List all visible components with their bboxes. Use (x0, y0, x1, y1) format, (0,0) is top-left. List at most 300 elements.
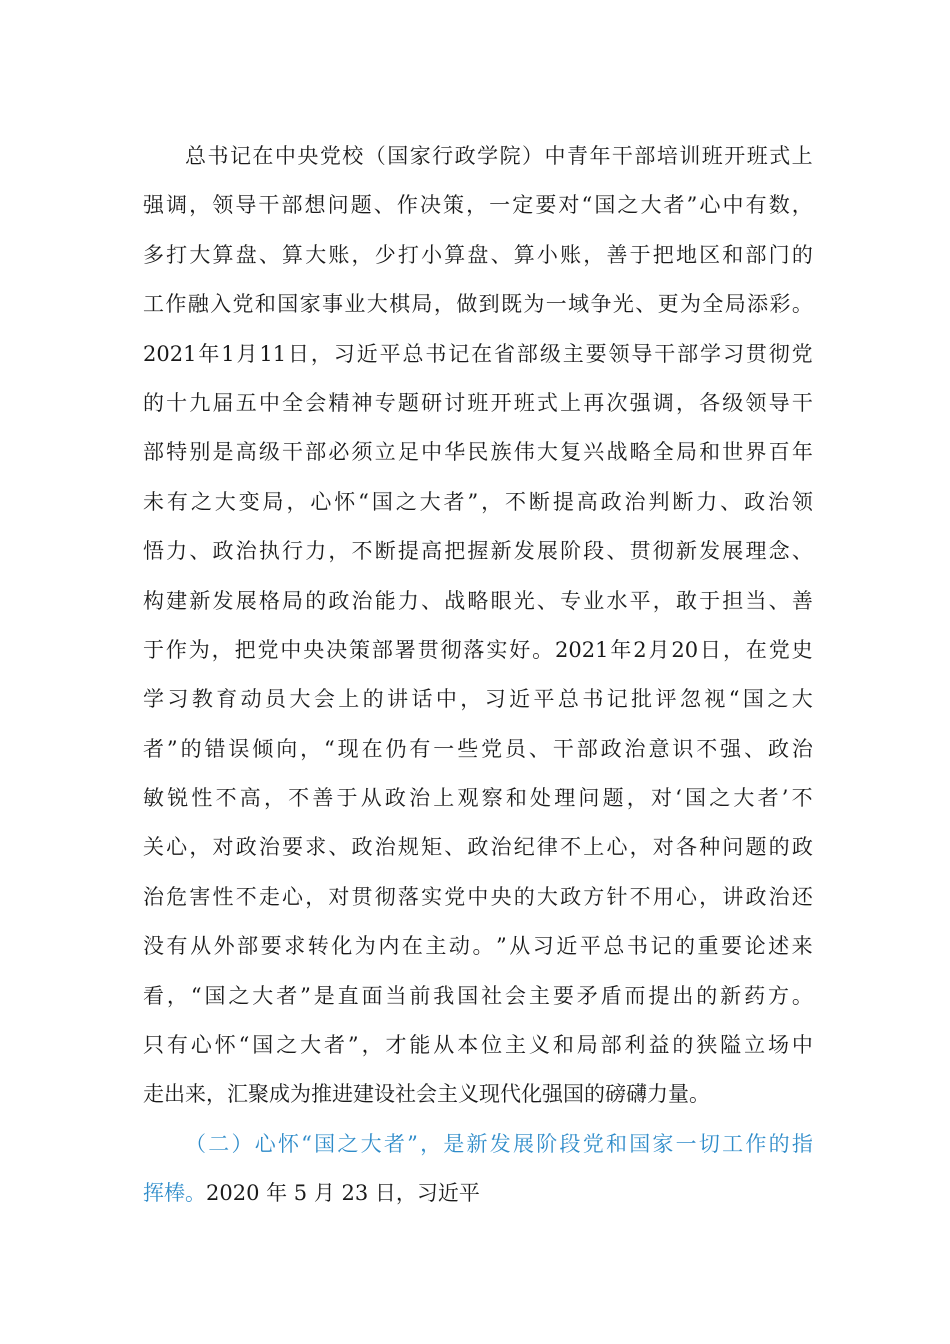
glyph: ” (166, 736, 178, 761)
glyph: 治 (143, 884, 164, 909)
glyph: 断 (374, 539, 396, 564)
glyph: 药 (744, 983, 766, 1008)
glyph: 记 (650, 934, 672, 959)
glyph: 断 (528, 489, 550, 514)
glyph: 政 (351, 835, 373, 860)
glyph: 出 (672, 983, 694, 1008)
glyph: 在 (361, 736, 383, 761)
glyph: 1 (221, 341, 235, 366)
glyph: 党 (444, 884, 466, 909)
glyph: 治 (624, 489, 646, 514)
glyph: 事 (322, 292, 343, 317)
glyph: 政 (212, 539, 234, 564)
glyph: 新 (720, 983, 742, 1008)
glyph: 添 (747, 292, 769, 317)
glyph: 立 (374, 440, 396, 465)
glyph: 动 (240, 687, 262, 712)
glyph: 近 (556, 934, 578, 959)
glyph: 之 (190, 489, 212, 514)
glyph: 把 (444, 539, 466, 564)
glyph: ， (699, 884, 721, 909)
glyph: 工 (143, 292, 164, 317)
glyph: 、 (744, 736, 766, 761)
glyph: 为 (188, 637, 210, 662)
glyph: 新 (466, 1131, 488, 1156)
glyph: 上 (433, 786, 455, 811)
glyph: 作 (165, 292, 187, 317)
glyph: 强 (143, 193, 164, 218)
glyph: 大 (733, 786, 755, 811)
paragraph-line (143, 181, 813, 230)
glyph: “ (190, 983, 202, 1008)
paragraph-line (143, 1021, 813, 1070)
glyph: 要 (552, 983, 574, 1008)
glyph: 月 (648, 637, 670, 662)
glyph: 提 (397, 539, 419, 564)
glyph: 上 (583, 835, 605, 860)
paragraph-line (143, 527, 813, 576)
glyph: 外 (213, 934, 235, 959)
glyph: 水 (606, 588, 628, 613)
glyph: 高 (239, 786, 261, 811)
glyph: 是 (212, 440, 234, 465)
glyph: 矛 (576, 983, 598, 1008)
glyph: 能 (374, 588, 396, 613)
glyph: ， (351, 242, 373, 267)
glyph: 动 (448, 934, 470, 959)
glyph: 国 (457, 983, 479, 1008)
glyph: 大 (536, 884, 558, 909)
glyph: 局 (282, 588, 304, 613)
glyph: 有 (166, 934, 188, 959)
glyph: 理 (745, 539, 767, 564)
glyph: 一 (489, 193, 511, 218)
glyph: 业 (583, 588, 605, 613)
glyph: 中 (544, 144, 566, 168)
glyph: ， (305, 884, 327, 909)
glyph: 神 (351, 390, 373, 415)
glyph: 导 (768, 390, 790, 415)
glyph: 治 (351, 588, 373, 613)
paragraph-line (143, 577, 813, 626)
glyph: 把 (652, 242, 674, 267)
glyph: 者 (443, 489, 465, 514)
glyph: ， (466, 193, 488, 218)
glyph: 策 (443, 193, 465, 218)
glyph: 是 (313, 983, 335, 1008)
glyph: 日 (288, 341, 310, 366)
glyph: 。 (472, 934, 494, 959)
glyph: 中 (280, 637, 302, 662)
glyph: 格 (258, 588, 280, 613)
glyph: 判 (648, 489, 670, 514)
glyph: 干 (258, 193, 280, 218)
paragraph-line (143, 379, 813, 428)
glyph: 问 (578, 786, 600, 811)
glyph: ， (652, 588, 674, 613)
glyph: 部 (677, 341, 699, 366)
glyph: 账 (328, 242, 350, 267)
glyph: 而 (624, 983, 646, 1008)
glyph: ” (495, 934, 507, 959)
glyph: 部 (305, 440, 327, 465)
glyph: 之 (337, 1131, 359, 1156)
glyph: 建 (166, 588, 188, 613)
glyph: 不 (696, 736, 718, 761)
glyph: 书 (425, 341, 447, 366)
glyph: 精 (328, 390, 350, 415)
glyph: 特 (166, 440, 188, 465)
glyph: “ (324, 736, 335, 761)
glyph: 平 (533, 687, 555, 712)
glyph: 式 (536, 390, 558, 415)
glyph: 党 (232, 292, 254, 317)
glyph: 习 (333, 341, 355, 366)
glyph: 光 (513, 588, 535, 613)
glyph: 于 (629, 242, 651, 267)
glyph: 为 (523, 292, 545, 317)
glyph: 想 (304, 193, 326, 218)
glyph: 干 (611, 144, 633, 168)
glyph: 、 (606, 539, 628, 564)
glyph: 的 (513, 884, 535, 909)
glyph: 从 (190, 934, 212, 959)
glyph: 在 (745, 637, 767, 662)
glyph: 关 (143, 835, 164, 860)
glyph: 全 (702, 292, 724, 317)
glyph: ” (686, 193, 698, 218)
glyph: 局 (411, 292, 433, 317)
glyph: 贯 (351, 884, 373, 909)
glyph: 年 (589, 144, 611, 168)
glyph: 贯 (417, 637, 439, 662)
glyph: 中 (722, 193, 744, 218)
glyph: 批 (631, 687, 653, 712)
glyph: 总 (603, 934, 625, 959)
glyph: 方 (767, 983, 789, 1008)
glyph: 彻 (652, 539, 674, 564)
glyph: 平 (379, 341, 401, 366)
glyph: 算 (282, 242, 304, 267)
glyph: 、 (720, 489, 742, 514)
glyph: 视 (704, 687, 726, 712)
glyph: 锐 (167, 786, 189, 811)
glyph: 者 (757, 786, 779, 811)
glyph: 走 (258, 884, 280, 909)
glyph: “ (301, 1131, 312, 1156)
glyph: 决 (326, 637, 348, 662)
glyph: 领 (791, 489, 813, 514)
glyph: 段 (583, 539, 605, 564)
glyph: 不 (629, 884, 651, 909)
glyph: 发 (212, 588, 234, 613)
glyph: 内 (378, 934, 400, 959)
glyph: 战 (606, 440, 628, 465)
glyph: 部 (745, 242, 767, 267)
glyph: 彻 (768, 341, 790, 366)
glyph: 记 (448, 341, 470, 366)
glyph: 国 (252, 1033, 274, 1058)
glyph: 学 (477, 144, 499, 168)
paragraph-line (143, 873, 813, 922)
glyph: 。 (532, 637, 554, 662)
glyph: 展 (235, 588, 257, 613)
glyph: “ (238, 1033, 250, 1058)
glyph: 要 (260, 934, 282, 959)
glyph: 讲 (722, 884, 744, 909)
glyph: 国 (387, 144, 409, 168)
glyph: 部 (237, 934, 259, 959)
paragraph-line (143, 972, 813, 1021)
glyph: ， (300, 736, 322, 761)
glyph: 提 (552, 489, 574, 514)
glyph: 领 (745, 390, 767, 415)
glyph: ） (522, 144, 544, 168)
glyph: 各 (699, 390, 721, 415)
glyph: 向 (276, 736, 298, 761)
glyph: 年 (791, 440, 813, 465)
glyph: 贯 (745, 341, 767, 366)
glyph: 对 (652, 835, 674, 860)
glyph: 识 (672, 736, 694, 761)
glyph: 。 (791, 292, 813, 317)
glyph: 民 (467, 440, 489, 465)
glyph: 展 (722, 539, 744, 564)
glyph: 局 (576, 1033, 598, 1058)
glyph: 论 (744, 934, 766, 959)
glyph: 实 (421, 884, 443, 909)
glyph: 未 (143, 489, 164, 514)
glyph: 忽 (679, 687, 701, 712)
paragraph-line (143, 132, 813, 181)
glyph: 大 (419, 489, 441, 514)
glyph: 为 (354, 934, 376, 959)
glyph: 开 (490, 390, 512, 415)
glyph: 大 (640, 193, 662, 218)
section-heading (143, 1120, 813, 1169)
glyph: 政 (767, 736, 789, 761)
glyph: 次 (606, 390, 628, 415)
glyph: 既 (501, 292, 522, 317)
glyph: 大 (305, 242, 327, 267)
glyph: 实 (486, 637, 508, 662)
glyph: 中 (274, 144, 296, 168)
glyph: 上 (791, 144, 813, 168)
glyph: 政 (328, 588, 350, 613)
glyph: 干 (282, 440, 304, 465)
glyph: （ (364, 144, 386, 168)
glyph: ， (433, 292, 455, 317)
glyph: 讨 (444, 390, 466, 415)
glyph: 中 (435, 687, 457, 712)
glyph: 育 (216, 687, 238, 712)
glyph: 主 (425, 934, 447, 959)
glyph: 求 (305, 835, 327, 860)
glyph: 定 (512, 193, 534, 218)
glyph: 数 (768, 193, 790, 218)
glyph: 习 (484, 687, 506, 712)
glyph: 的 (768, 1131, 790, 1156)
glyph: 国 (277, 292, 299, 317)
body-text (143, 132, 813, 1219)
glyph: 的 (362, 687, 384, 712)
glyph: 讲 (387, 687, 409, 712)
glyph: 会 (313, 687, 335, 712)
glyph: 面 (361, 983, 383, 1008)
glyph: ， (722, 637, 744, 662)
glyph: 研 (421, 390, 443, 415)
glyph: 治 (258, 835, 280, 860)
glyph: 专 (560, 588, 582, 613)
glyph: 必 (328, 440, 350, 465)
glyph: 的 (696, 983, 718, 1008)
glyph: 国 (742, 687, 764, 712)
glyph: 握 (467, 539, 489, 564)
glyph: 到 (478, 292, 500, 317)
glyph: 纪 (513, 835, 535, 860)
glyph: 性 (191, 786, 213, 811)
glyph: 从 (433, 1033, 455, 1058)
glyph: 利 (624, 1033, 646, 1058)
glyph: 题 (745, 835, 767, 860)
glyph: 要 (282, 835, 304, 860)
glyph: 家 (652, 1131, 674, 1156)
glyph: ” (467, 489, 479, 514)
glyph: 和 (254, 292, 276, 317)
glyph: 融 (187, 292, 209, 317)
glyph: 2021 (143, 341, 197, 366)
glyph: 部 (576, 736, 598, 761)
glyph: 规 (397, 835, 419, 860)
glyph: 狭 (696, 1033, 718, 1058)
glyph: 场 (767, 1033, 789, 1058)
glyph: ， (189, 835, 211, 860)
glyph: 治 (768, 884, 790, 909)
glyph: 错 (204, 736, 226, 761)
glyph: 只 (143, 1033, 164, 1058)
glyph: 央 (297, 144, 319, 168)
glyph: 之 (228, 983, 250, 1008)
glyph: 行 (432, 144, 454, 168)
glyph: 的 (143, 390, 164, 415)
glyph: “ (728, 687, 740, 712)
glyph: 学 (700, 341, 722, 366)
glyph: ， (211, 637, 233, 662)
glyph: 才 (385, 1033, 407, 1058)
glyph: 日 (700, 637, 722, 662)
glyph: 调 (166, 193, 188, 218)
glyph: 观 (457, 786, 479, 811)
glyph: 执 (258, 539, 280, 564)
glyph: 政 (454, 144, 476, 168)
glyph: 须 (351, 440, 373, 465)
paragraph-line (143, 626, 813, 675)
glyph: 行 (282, 539, 304, 564)
glyph: 足 (397, 440, 419, 465)
glyph: 策 (349, 637, 371, 662)
glyph: 为 (680, 292, 701, 317)
glyph: 发 (699, 539, 721, 564)
glyph: 中 (467, 884, 489, 909)
glyph: 仍 (385, 736, 407, 761)
glyph: 伟 (513, 440, 535, 465)
glyph: 不 (560, 835, 582, 860)
glyph: 处 (530, 786, 551, 811)
glyph: 阶 (560, 539, 582, 564)
glyph: 局 (675, 440, 697, 465)
glyph: 、 (490, 242, 512, 267)
glyph: 高 (576, 489, 598, 514)
glyph: 、 (373, 193, 395, 218)
glyph: 史 (791, 637, 813, 662)
glyph: 力 (696, 489, 718, 514)
glyph: 、 (421, 588, 443, 613)
glyph: ， (310, 341, 332, 366)
glyph: 新 (490, 539, 512, 564)
glyph: 棋 (389, 292, 411, 317)
glyph: 局 (262, 489, 284, 514)
glyph: 盾 (600, 983, 622, 1008)
glyph: 察 (481, 786, 503, 811)
glyph: 训 (679, 144, 701, 168)
glyph: 者 (276, 983, 298, 1008)
glyph: 新 (675, 539, 697, 564)
glyph: 一 (433, 736, 455, 761)
glyph: 总 (185, 144, 206, 168)
glyph: 届 (212, 390, 234, 415)
glyph: 针 (606, 884, 628, 909)
glyph: 念 (768, 539, 790, 564)
glyph: 干 (791, 390, 813, 415)
glyph: 打 (397, 242, 419, 267)
glyph: 复 (560, 440, 582, 465)
glyph: 现 (337, 736, 359, 761)
glyph: 不 (351, 539, 373, 564)
glyph: 决 (419, 193, 441, 218)
glyph: 力 (305, 539, 327, 564)
glyph: 政 (600, 736, 622, 761)
glyph: 平 (579, 934, 601, 959)
glyph: 者 (663, 193, 685, 218)
glyph: 落 (463, 637, 485, 662)
glyph: 悟 (143, 539, 164, 564)
glyph: 会 (305, 390, 327, 415)
glyph: 彻 (440, 637, 462, 662)
glyph: 国 (204, 983, 226, 1008)
glyph: 心 (675, 884, 697, 909)
glyph: 阶 (536, 1131, 558, 1156)
glyph: 社 (481, 983, 503, 1008)
glyph: 评 (655, 687, 677, 712)
glyph: 级 (722, 390, 744, 415)
glyph: 式 (769, 144, 791, 168)
glyph: ， (361, 1033, 383, 1058)
glyph: 矩 (421, 835, 443, 860)
paragraph-line (143, 280, 813, 329)
glyph: 年 (198, 341, 220, 366)
glyph: 的 (673, 934, 695, 959)
glyph: 部 (634, 144, 656, 168)
glyph: 益 (648, 1033, 670, 1058)
paragraph-line (143, 774, 813, 823)
paragraph-line (143, 675, 813, 724)
glyph: 我 (433, 983, 455, 1008)
glyph: 部 (281, 193, 303, 218)
glyph: 记 (606, 687, 628, 712)
glyph: 没 (143, 934, 164, 959)
glyph: 眼 (490, 588, 512, 613)
glyph: 治 (624, 736, 646, 761)
